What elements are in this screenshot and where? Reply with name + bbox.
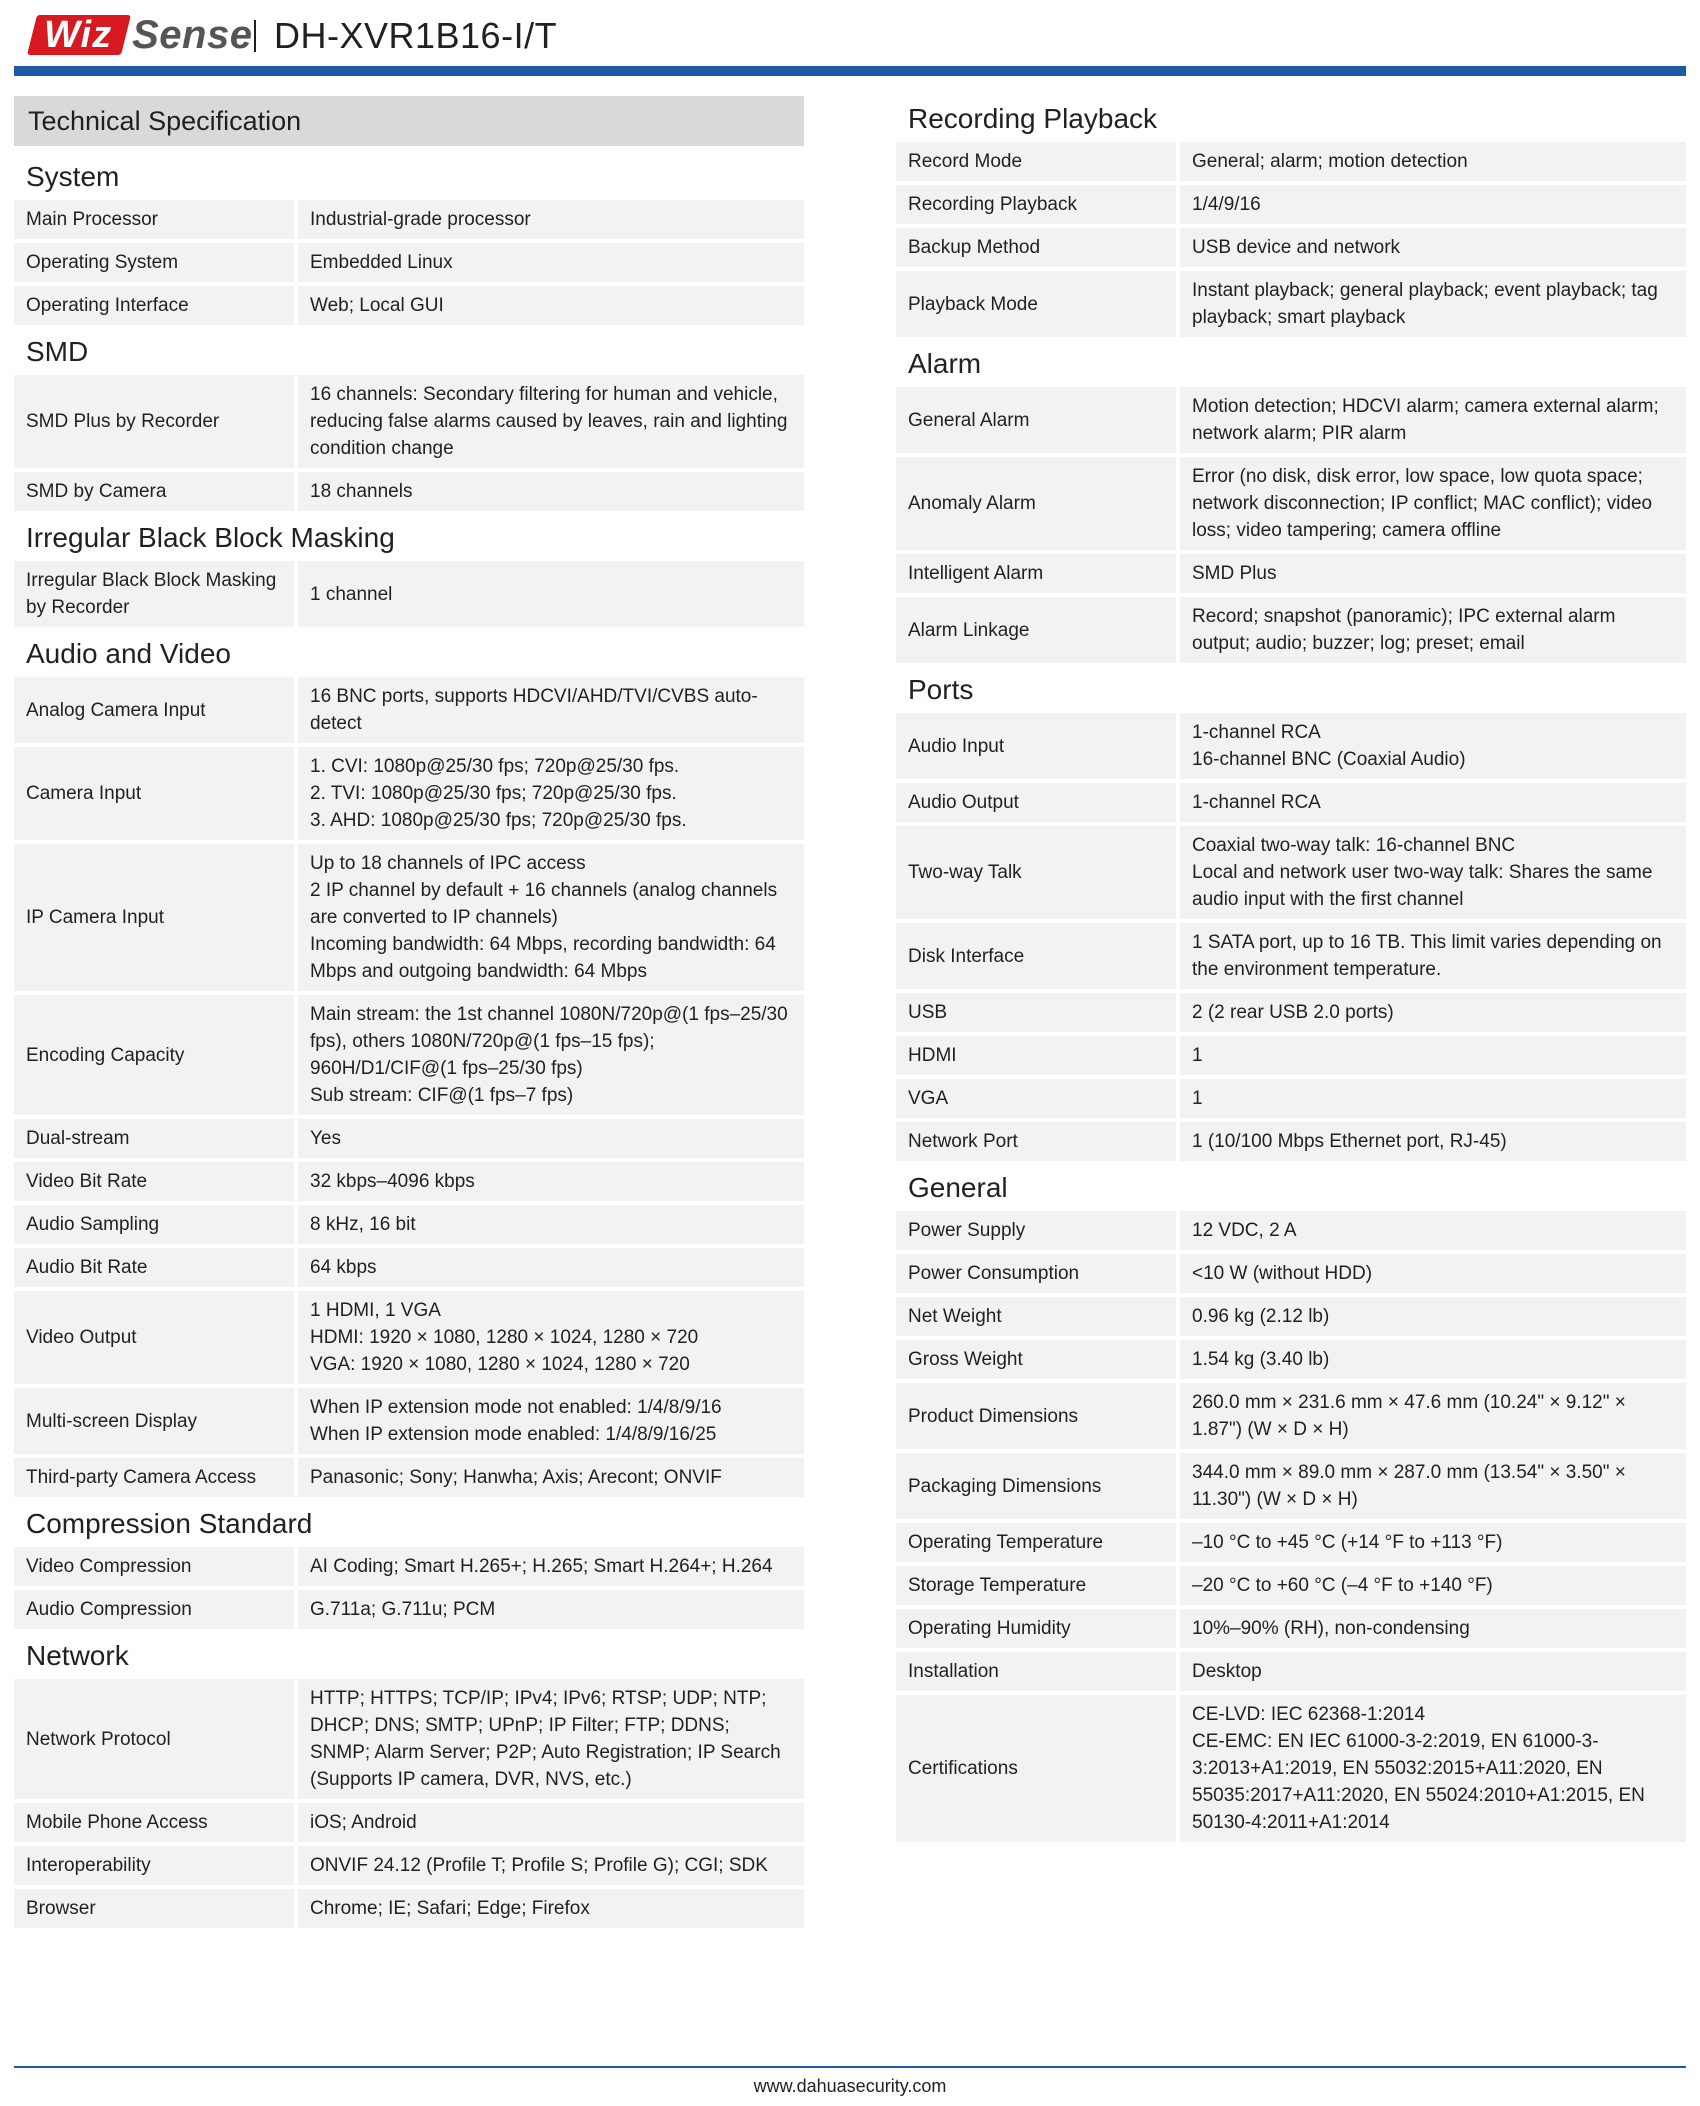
spec-label: Analog Camera Input xyxy=(14,677,294,743)
spec-label: Network Protocol xyxy=(14,1679,294,1799)
spec-label: Multi-screen Display xyxy=(14,1388,294,1454)
spec-label: Recording Playback xyxy=(896,185,1176,224)
spec-row xyxy=(14,1547,804,1586)
spec-value: 1/4/9/16 xyxy=(1180,185,1686,224)
spec-row xyxy=(896,185,1686,224)
spec-value: –20 °C to +60 °C (–4 °F to +140 °F) xyxy=(1180,1566,1686,1605)
spec-row xyxy=(14,747,804,840)
spec-row xyxy=(14,561,804,627)
spec-row xyxy=(14,472,804,511)
spec-label: Network Port xyxy=(896,1122,1176,1161)
spec-row xyxy=(14,1162,804,1201)
spec-value: Panasonic; Sony; Hanwha; Axis; Arecont; ONVIF xyxy=(298,1458,804,1497)
spec-row xyxy=(14,1248,804,1287)
logo-wiz-badge xyxy=(27,15,131,55)
spec-label: HDMI xyxy=(896,1036,1176,1075)
spec-row xyxy=(896,826,1686,919)
spec-value: <10 W (without HDD) xyxy=(1180,1254,1686,1293)
spec-value: 1 HDMI, 1 VGA HDMI: 1920 × 1080, 1280 × 1024, 1280 × 720 VGA: 1920 × 1080, 1280 × 1024, 1280 × 720 xyxy=(298,1291,804,1384)
spec-section xyxy=(896,1165,1686,1842)
spec-row xyxy=(896,1297,1686,1336)
spec-value: 0.96 kg (2.12 lb) xyxy=(1180,1297,1686,1336)
spec-row xyxy=(14,1679,804,1799)
spec-row xyxy=(896,1254,1686,1293)
section-heading: Audio and Video xyxy=(26,638,231,669)
spec-label: Main Processor xyxy=(14,200,294,239)
spec-value: Main stream: the 1st channel 1080N/720p@(1 fps–25/30 fps), others 1080N/720p@(1 fps–15 fps); 960H/D1/CIF@(1 fps–25/30 fps) Sub stream: CIF@(1 fps–7 fps) xyxy=(298,995,804,1115)
spec-row xyxy=(896,1523,1686,1562)
spec-section xyxy=(14,1633,804,1928)
spec-label: Operating System xyxy=(14,243,294,282)
spec-value: 1 xyxy=(1180,1079,1686,1118)
spec-label: Third-party Camera Access xyxy=(14,1458,294,1497)
spec-label: Interoperability xyxy=(14,1846,294,1885)
spec-label: Certifications xyxy=(896,1695,1176,1842)
spec-label: Operating Humidity xyxy=(896,1609,1176,1648)
spec-value: Instant playback; general playback; event playback; tag playback; smart playback xyxy=(1180,271,1686,337)
spec-label: Encoding Capacity xyxy=(14,995,294,1115)
logo-wiz-text: Wiz xyxy=(44,14,113,56)
spec-row xyxy=(14,1291,804,1384)
spec-value: ONVIF 24.12 (Profile T; Profile S; Profile G); CGI; SDK xyxy=(298,1846,804,1885)
spec-value: Industrial-grade processor xyxy=(298,200,804,239)
spec-label: Packaging Dimensions xyxy=(896,1453,1176,1519)
spec-section xyxy=(896,341,1686,663)
spec-value: 8 kHz, 16 bit xyxy=(298,1205,804,1244)
spec-value: 12 VDC, 2 A xyxy=(1180,1211,1686,1250)
spec-row xyxy=(14,1590,804,1629)
left-column xyxy=(14,96,804,1932)
spec-row xyxy=(14,995,804,1115)
footer-divider xyxy=(14,2066,1686,2068)
spec-label: Audio Compression xyxy=(14,1590,294,1629)
right-column xyxy=(896,96,1686,1846)
spec-label: Video Output xyxy=(14,1291,294,1384)
spec-value: G.711a; G.711u; PCM xyxy=(298,1590,804,1629)
footer-url: www.dahuasecurity.com xyxy=(753,2076,947,2096)
spec-value: 1 xyxy=(1180,1036,1686,1075)
spec-value: 32 kbps–4096 kbps xyxy=(298,1162,804,1201)
spec-row xyxy=(14,1205,804,1244)
spec-label: Video Compression xyxy=(14,1547,294,1586)
spec-value: 1 channel xyxy=(298,561,804,627)
spec-row xyxy=(14,1119,804,1158)
spec-row xyxy=(14,375,804,468)
spec-value: CE-LVD: IEC 62368-1:2014 CE-EMC: EN IEC 61000-3-2:2019, EN 61000-3-3:2013+A1:2019, EN 55032:2015+A11:2020, EN 55035:2017+A11:2020, EN 55024:2010+A1:2015, EN 50130-4:2011+A1:2014 xyxy=(1180,1695,1686,1842)
spec-value: iOS; Android xyxy=(298,1803,804,1842)
spec-row xyxy=(896,923,1686,989)
spec-row xyxy=(14,1388,804,1454)
spec-label: Gross Weight xyxy=(896,1340,1176,1379)
spec-section xyxy=(14,1501,804,1629)
spec-row xyxy=(14,844,804,991)
spec-row xyxy=(896,1211,1686,1250)
spec-row xyxy=(14,243,804,282)
spec-row xyxy=(896,1079,1686,1118)
spec-section xyxy=(896,96,1686,337)
spec-label: Camera Input xyxy=(14,747,294,840)
spec-row xyxy=(14,1846,804,1885)
right-spec-sections xyxy=(896,96,1686,1842)
spec-label: Audio Output xyxy=(896,783,1176,822)
spec-value: Motion detection; HDCVI alarm; camera external alarm; network alarm; PIR alarm xyxy=(1180,387,1686,453)
spec-value: 1-channel RCA xyxy=(1180,783,1686,822)
spec-row xyxy=(14,1458,804,1497)
spec-row xyxy=(896,142,1686,181)
spec-value: Up to 18 channels of IPC access 2 IP channel by default + 16 channels (analog channels are converted to IP channels) Incoming bandwidth: 64 Mbps, recording bandwidth: 64 Mbps and outgoing bandwidth: 64 Mbps xyxy=(298,844,804,991)
spec-value: 1 SATA port, up to 16 TB. This limit varies depending on the environment temperature. xyxy=(1180,923,1686,989)
spec-label: General Alarm xyxy=(896,387,1176,453)
wizsense-logo xyxy=(32,14,252,56)
spec-value: Error (no disk, disk error, low space, low quota space; network disconnection; IP conflict; MAC conflict); video loss; video tampering; camera offline xyxy=(1180,457,1686,550)
header-divider xyxy=(254,20,256,52)
spec-label: Irregular Black Block Masking by Recorder xyxy=(14,561,294,627)
spec-label: Audio Bit Rate xyxy=(14,1248,294,1287)
spec-label: Anomaly Alarm xyxy=(896,457,1176,550)
spec-value: AI Coding; Smart H.265+; H.265; Smart H.264+; H.264 xyxy=(298,1547,804,1586)
spec-label: Record Mode xyxy=(896,142,1176,181)
spec-label: Alarm Linkage xyxy=(896,597,1176,663)
spec-value: Embedded Linux xyxy=(298,243,804,282)
spec-section xyxy=(896,667,1686,1161)
spec-value: Coaxial two-way talk: 16-channel BNC Local and network user two-way talk: Shares the same audio input with the first channel xyxy=(1180,826,1686,919)
header-accent-bar xyxy=(14,66,1686,76)
spec-value: When IP extension mode not enabled: 1/4/8/9/16 When IP extension mode enabled: 1/4/8/9/16/25 xyxy=(298,1388,804,1454)
section-heading: Alarm xyxy=(908,348,982,379)
spec-row xyxy=(896,1453,1686,1519)
spec-label: SMD Plus by Recorder xyxy=(14,375,294,468)
spec-label: Dual-stream xyxy=(14,1119,294,1158)
spec-label: Browser xyxy=(14,1889,294,1928)
spec-label: VGA xyxy=(896,1079,1176,1118)
spec-value: USB device and network xyxy=(1180,228,1686,267)
spec-label: Intelligent Alarm xyxy=(896,554,1176,593)
spec-row xyxy=(896,271,1686,337)
spec-value: 1-channel RCA 16-channel BNC (Coaxial Audio) xyxy=(1180,713,1686,779)
spec-row xyxy=(896,1122,1686,1161)
spec-row xyxy=(896,387,1686,453)
spec-label: Operating Temperature xyxy=(896,1523,1176,1562)
spec-value: HTTP; HTTPS; TCP/IP; IPv4; IPv6; RTSP; UDP; NTP; DHCP; DNS; SMTP; UPnP; IP Filter; FTP; DDNS; SNMP; Alarm Server; P2P; Auto Registration; IP Search (Supports IP camera, DVR, NVS, etc.) xyxy=(298,1679,804,1799)
spec-row xyxy=(896,1036,1686,1075)
spec-value: 10%–90% (RH), non-condensing xyxy=(1180,1609,1686,1648)
spec-label: Video Bit Rate xyxy=(14,1162,294,1201)
spec-value: 1.54 kg (3.40 lb) xyxy=(1180,1340,1686,1379)
spec-label: Disk Interface xyxy=(896,923,1176,989)
spec-row xyxy=(896,228,1686,267)
spec-value: Web; Local GUI xyxy=(298,286,804,325)
spec-label: Audio Sampling xyxy=(14,1205,294,1244)
spec-label: Playback Mode xyxy=(896,271,1176,337)
spec-section xyxy=(14,154,804,325)
spec-value: 260.0 mm × 231.6 mm × 47.6 mm (10.24" × 9.12" × 1.87") (W × D × H) xyxy=(1180,1383,1686,1449)
spec-value: Record; snapshot (panoramic); IPC external alarm output; audio; buzzer; log; preset; email xyxy=(1180,597,1686,663)
spec-row xyxy=(896,1340,1686,1379)
spec-value: 2 (2 rear USB 2.0 ports) xyxy=(1180,993,1686,1032)
spec-label: Audio Input xyxy=(896,713,1176,779)
spec-label: Product Dimensions xyxy=(896,1383,1176,1449)
spec-label: Installation xyxy=(896,1652,1176,1691)
spec-value: 1 (10/100 Mbps Ethernet port, RJ-45) xyxy=(1180,1122,1686,1161)
spec-value: Desktop xyxy=(1180,1652,1686,1691)
spec-row xyxy=(896,457,1686,550)
spec-label: Net Weight xyxy=(896,1297,1176,1336)
spec-row xyxy=(896,1383,1686,1449)
spec-row xyxy=(14,286,804,325)
logo-sense-text: Sense xyxy=(132,12,253,57)
spec-row xyxy=(14,1803,804,1842)
spec-title: Technical Specification xyxy=(14,96,804,146)
spec-value: 16 BNC ports, supports HDCVI/AHD/TVI/CVBS auto-detect xyxy=(298,677,804,743)
spec-section xyxy=(14,631,804,1497)
section-heading: General xyxy=(908,1172,1008,1203)
section-heading: Recording Playback xyxy=(908,103,1158,134)
model-number: DH-XVR1B16-I/T xyxy=(274,15,558,56)
spec-label: Power Consumption xyxy=(896,1254,1176,1293)
spec-row xyxy=(14,200,804,239)
spec-value: Yes xyxy=(298,1119,804,1158)
spec-label: IP Camera Input xyxy=(14,844,294,991)
spec-section xyxy=(14,515,804,627)
spec-row xyxy=(896,554,1686,593)
spec-label: Two-way Talk xyxy=(896,826,1176,919)
spec-value: SMD Plus xyxy=(1180,554,1686,593)
spec-value: 344.0 mm × 89.0 mm × 287.0 mm (13.54" × 3.50" × 11.30") (W × D × H) xyxy=(1180,1453,1686,1519)
spec-section xyxy=(14,329,804,511)
spec-label: Operating Interface xyxy=(14,286,294,325)
spec-value: 1. CVI: 1080p@25/30 fps; 720p@25/30 fps. 2. TVI: 1080p@25/30 fps; 720p@25/30 fps. 3. AHD: 1080p@25/30 fps; 720p@25/30 fps. xyxy=(298,747,804,840)
spec-label: USB xyxy=(896,993,1176,1032)
spec-row xyxy=(896,713,1686,779)
left-spec-sections xyxy=(14,154,804,1928)
spec-row xyxy=(14,1889,804,1928)
section-heading: Ports xyxy=(908,674,974,705)
spec-label: Power Supply xyxy=(896,1211,1176,1250)
spec-row xyxy=(896,597,1686,663)
spec-row xyxy=(896,1695,1686,1842)
spec-value: Chrome; IE; Safari; Edge; Firefox xyxy=(298,1889,804,1928)
page-header xyxy=(14,0,1686,76)
spec-row xyxy=(896,993,1686,1032)
spec-label: Storage Temperature xyxy=(896,1566,1176,1605)
spec-row xyxy=(14,677,804,743)
spec-value: 18 channels xyxy=(298,472,804,511)
section-heading: Compression Standard xyxy=(26,1508,313,1539)
spec-row xyxy=(896,783,1686,822)
spec-value: General; alarm; motion detection xyxy=(1180,142,1686,181)
section-heading: System xyxy=(26,161,120,192)
spec-label: Mobile Phone Access xyxy=(14,1803,294,1842)
spec-label: SMD by Camera xyxy=(14,472,294,511)
spec-value: 16 channels: Secondary filtering for human and vehicle, reducing false alarms caused by leaves, rain and lighting condition change xyxy=(298,375,804,468)
spec-row xyxy=(896,1566,1686,1605)
section-heading: SMD xyxy=(26,336,89,367)
spec-value: 64 kbps xyxy=(298,1248,804,1287)
spec-row xyxy=(896,1609,1686,1648)
spec-row xyxy=(896,1652,1686,1691)
section-heading: Irregular Black Block Masking xyxy=(26,522,395,553)
section-heading: Network xyxy=(26,1640,129,1671)
spec-value: –10 °C to +45 °C (+14 °F to +113 °F) xyxy=(1180,1523,1686,1562)
spec-label: Backup Method xyxy=(896,228,1176,267)
